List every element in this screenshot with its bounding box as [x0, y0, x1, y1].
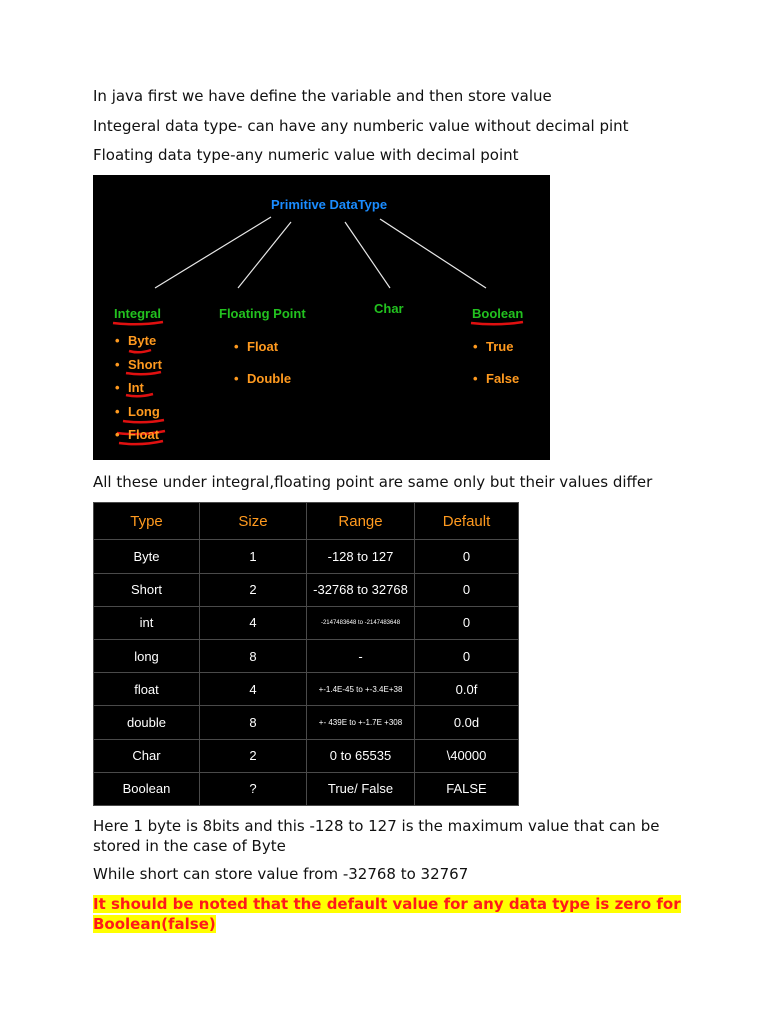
- highlighted-note-text: It should be noted that the default value for any data type is zero for Boolean(false): [93, 895, 681, 933]
- cell-range: -32768 to 32768: [307, 573, 415, 606]
- table-row: [94, 739, 519, 772]
- paragraph-values-differ: All these under integral,floating point are same only but their values differ: [93, 473, 653, 491]
- table-row: [94, 772, 519, 805]
- category-floating-point: Floating Point: [219, 306, 306, 321]
- cell-default: 0: [415, 573, 519, 606]
- cell-default: 0: [415, 606, 519, 639]
- boolean-items-list: [473, 339, 519, 403]
- cell-size: 4: [200, 606, 307, 639]
- list-item: • Double: [234, 371, 292, 386]
- header-range: Range: [307, 503, 415, 540]
- cell-size: 2: [200, 573, 307, 606]
- table-row: [94, 639, 519, 672]
- table-row: [94, 573, 519, 606]
- list-item: • Long: [115, 403, 160, 419]
- cell-range: +-1.4E-45 to +-3.4E+38: [307, 673, 415, 706]
- cell-type: Char: [94, 739, 200, 772]
- list-item: • Float: [115, 427, 160, 442]
- table-header-row: [94, 503, 519, 540]
- category-boolean: Boolean: [472, 306, 524, 321]
- cell-size: 4: [200, 673, 307, 706]
- floating-items-list: [234, 339, 291, 403]
- line-to-char: [345, 222, 390, 288]
- list-item: • True: [473, 339, 514, 354]
- list-item: • Float: [234, 339, 279, 354]
- cell-type: double: [94, 706, 200, 739]
- list-item: • False: [473, 371, 520, 386]
- cell-size: 8: [200, 639, 307, 672]
- cell-default: \40000: [415, 739, 519, 772]
- cell-type: int: [94, 606, 200, 639]
- paragraph-short-range: While short can store value from -32768 to 32767: [93, 865, 469, 883]
- diagram-title: Primitive DataType: [271, 197, 388, 212]
- cell-size: ?: [200, 772, 307, 805]
- line-to-integral: [155, 217, 271, 288]
- line-to-boolean: [380, 219, 486, 288]
- cell-type: long: [94, 639, 200, 672]
- datatype-table-grid: [93, 502, 519, 806]
- cell-default: 0.0d: [415, 706, 519, 739]
- header-type: Type: [94, 503, 200, 540]
- paragraph-floating: Floating data type-any numeric value with decimal point: [93, 146, 519, 164]
- category-integral: Integral: [114, 306, 161, 321]
- highlighted-note: [93, 894, 683, 934]
- cell-default: 0: [415, 639, 519, 672]
- cell-default: 0: [415, 540, 519, 573]
- cell-size: 8: [200, 706, 307, 739]
- cell-range: +- 439E to +-1.7E +308: [307, 706, 415, 739]
- cell-type: Boolean: [94, 772, 200, 805]
- category-char: Char: [374, 301, 404, 316]
- header-size: Size: [200, 503, 307, 540]
- list-item: • Byte: [115, 333, 157, 348]
- table-row: [94, 540, 519, 573]
- cell-type: Byte: [94, 540, 200, 573]
- cell-type: float: [94, 673, 200, 706]
- paragraph-java-define: In java first we have define the variable and then store value: [93, 87, 552, 105]
- cell-range: -128 to 127: [307, 540, 415, 573]
- cell-default: FALSE: [415, 772, 519, 805]
- table-row: [94, 673, 519, 706]
- integral-items-list: [115, 333, 162, 451]
- cell-range: -2147483648 to -2147483648: [307, 606, 415, 639]
- cell-default: 0.0f: [415, 673, 519, 706]
- paragraph-integral: Integeral data type- can have any numberic value without decimal pint: [93, 117, 629, 135]
- cell-size: 1: [200, 540, 307, 573]
- table-row: [94, 706, 519, 739]
- primitive-datatype-diagram: [93, 175, 550, 460]
- cell-range: True/ False: [307, 772, 415, 805]
- table-row: [94, 606, 519, 639]
- cell-range: -: [307, 639, 415, 672]
- underline-integral: [113, 322, 163, 324]
- list-item: • Short: [115, 356, 162, 372]
- underline-boolean: [471, 322, 523, 324]
- datatype-table: [93, 502, 518, 806]
- cell-type: Short: [94, 573, 200, 606]
- paragraph-byte-explanation: Here 1 byte is 8bits and this -128 to 127 is the maximum value that can be stored in the case of Byte: [93, 817, 660, 855]
- list-item: • Int: [115, 380, 144, 395]
- cell-range: 0 to 65535: [307, 739, 415, 772]
- header-default: Default: [415, 503, 519, 540]
- cell-size: 2: [200, 739, 307, 772]
